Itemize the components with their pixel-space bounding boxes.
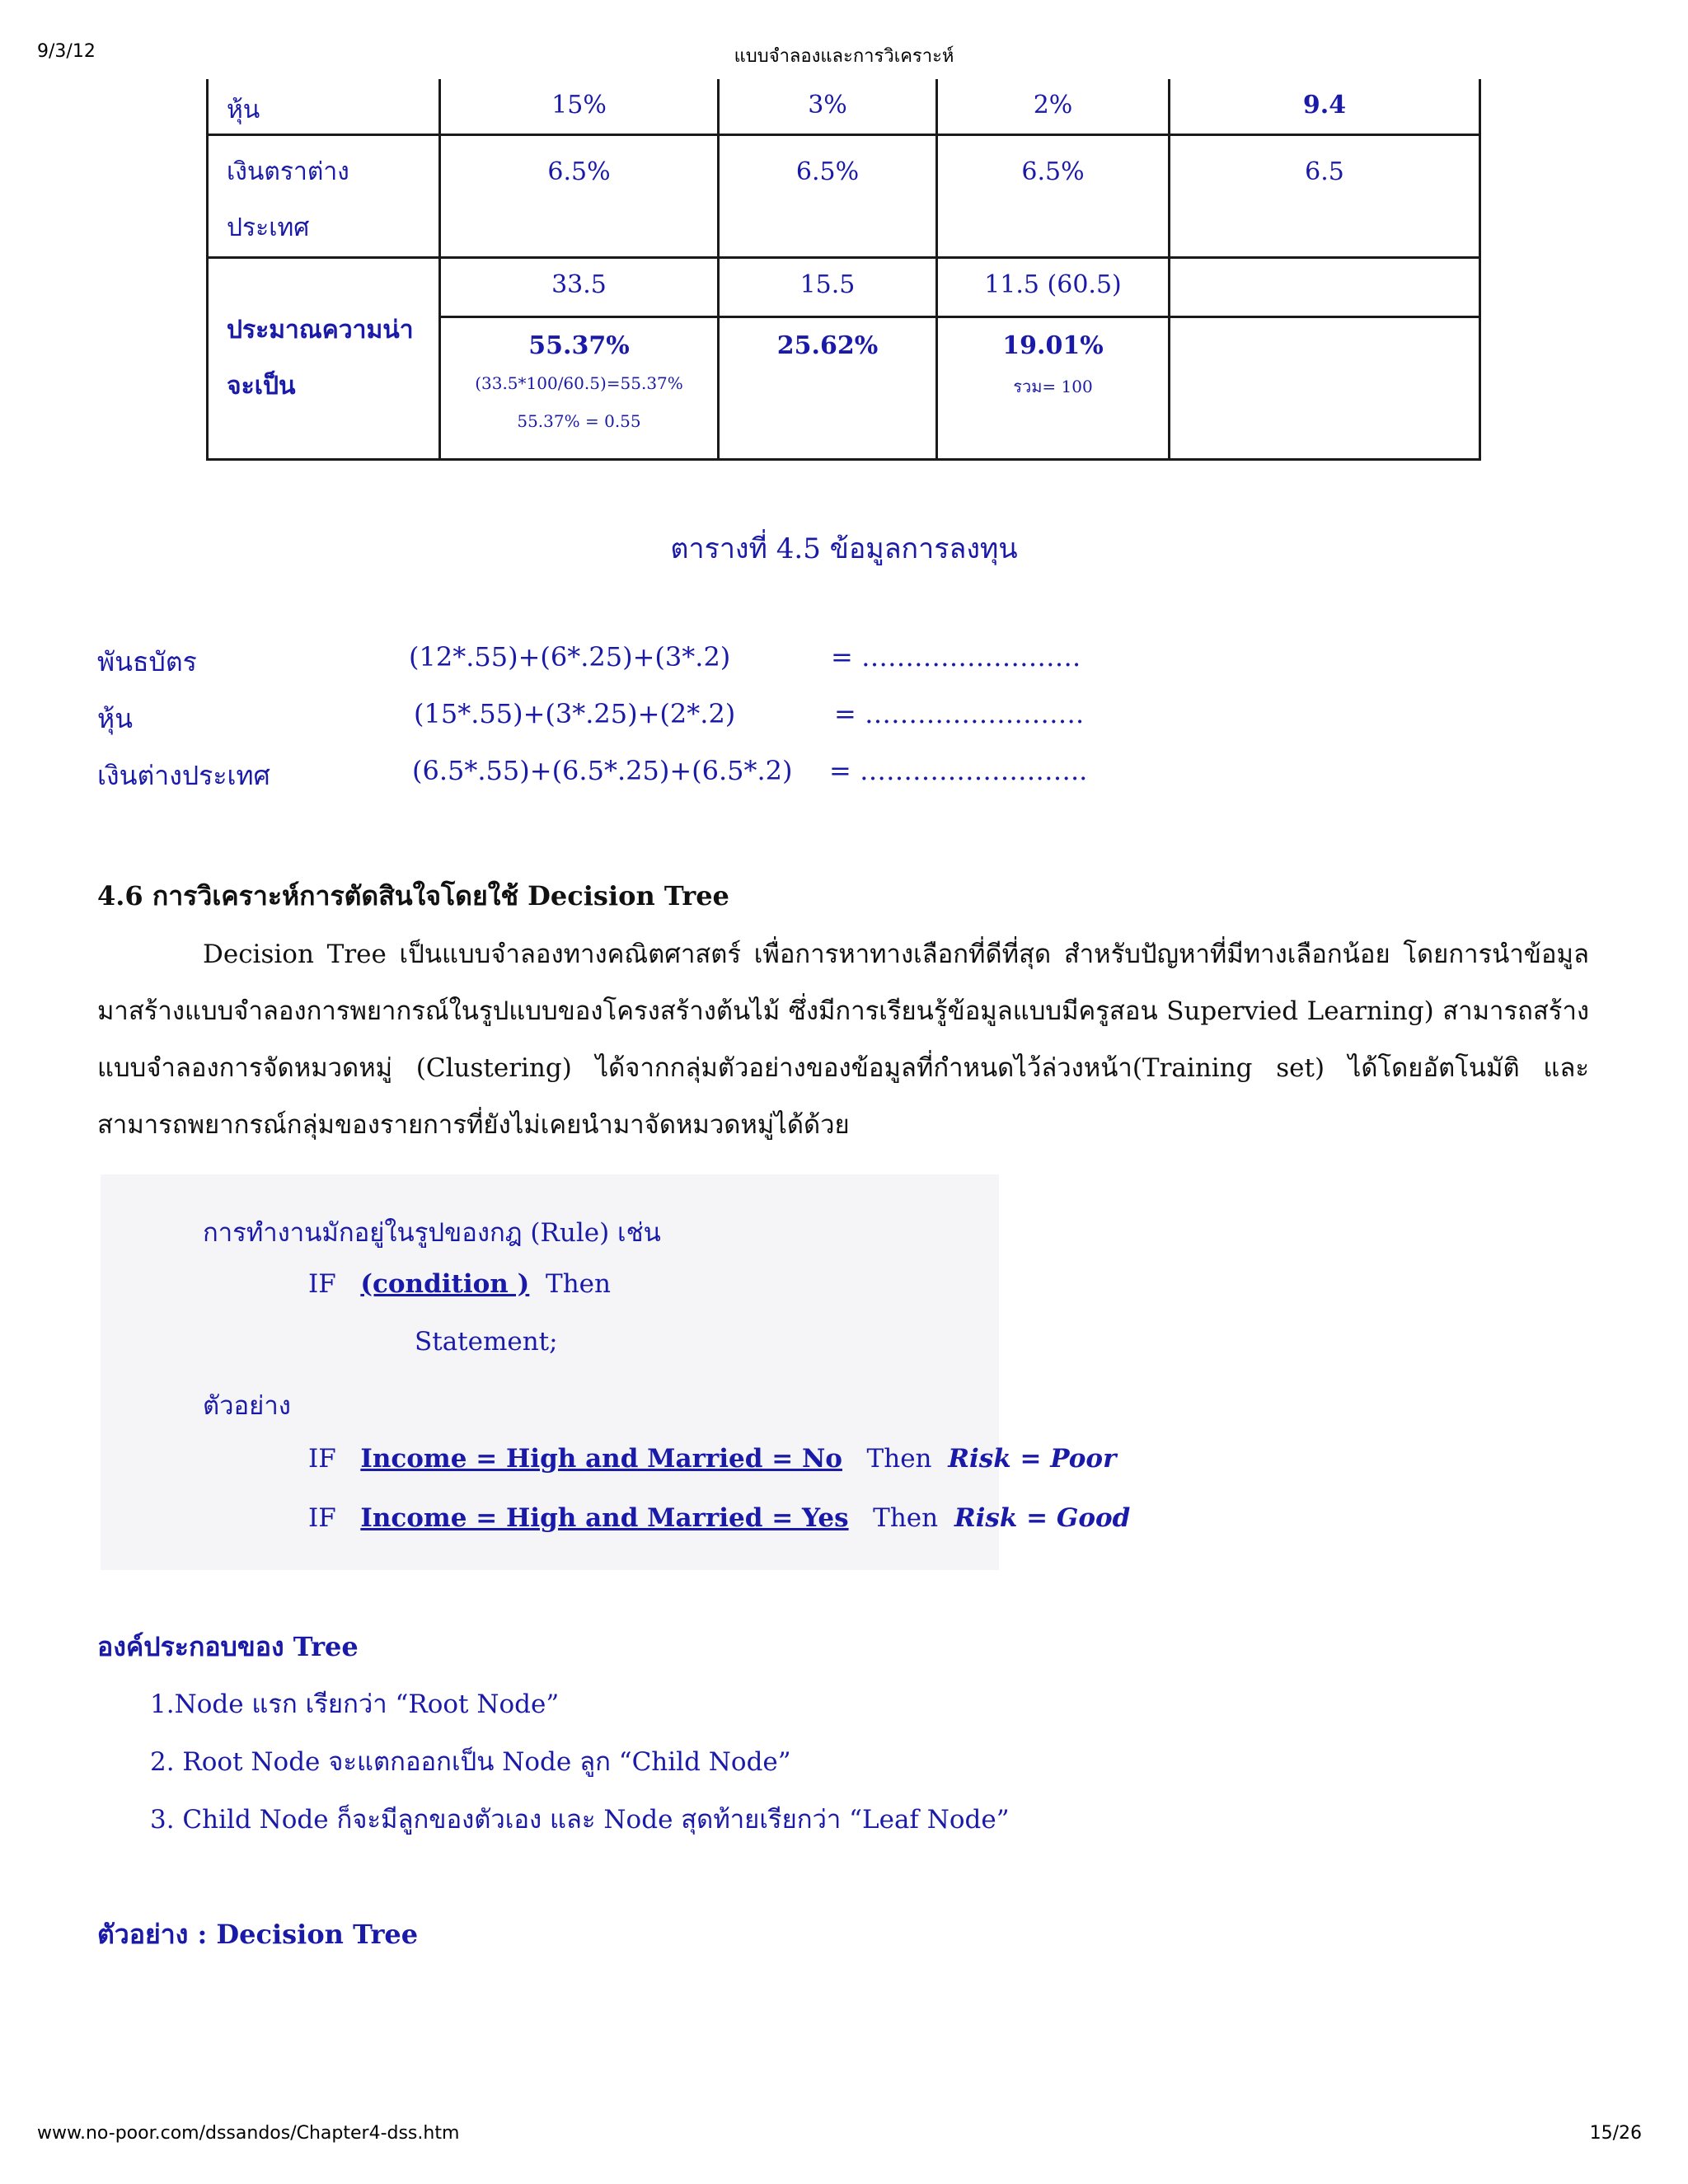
rule-if-line: IF (condition ) Then xyxy=(308,1269,611,1299)
list-item: 3. Child Node ก็จะมีลูกของตัวเอง และ Node สุดท้ายเรียกว่า “Leaf Node” xyxy=(150,1805,1010,1835)
calc-formula: (6.5*.55)+(6.5*.25)+(6.5*.2) xyxy=(412,755,793,786)
footer-page-number: 15/26 xyxy=(1589,2123,1642,2144)
example-label: ตัวอย่าง xyxy=(203,1391,291,1421)
table-caption: ตารางที่ 4.5 ข้อมูลการลงทุน xyxy=(670,532,1018,565)
table-cell: 6.5% xyxy=(719,135,937,258)
calc-formula: (12*.55)+(6*.25)+(3*.2) xyxy=(409,641,731,673)
table-cell: 19.01% รวม= 100 xyxy=(937,317,1170,460)
table-cell xyxy=(1170,258,1480,317)
calc-name: พันธบัตร xyxy=(97,646,197,677)
table-cell: 9.4 xyxy=(1170,79,1480,135)
section-paragraph: Decision Tree เป็นแบบจำลองทางคณิตศาสตร์ เพื่อการหาทางเลือกที่ดีที่สุด สำหรับปัญหาที่มีทางเลือกน้อย โดยการนำข้อมูลมาสร้างแบบจำลองการพยากรณ์ในรูปแบบของโครงสร้างต้นไม้ ซึ่งมีการเรียนรู้ข้อมูลแบบมีครูสอน Supervied Learning) สามารถสร้างแบบจำลองการจัดหมวดหมู่ (Clustering) ได้จากกลุ่มตัวอย่างของข้อมูลที่กำหนดไว้ล่วงหน้า(Training set) ได้โดยอัตโนมัติ และสามารถพยากรณ์กลุ่มของรายการที่ยังไม่เคยนำมาจัดหมวดหมู่ได้ด้วย xyxy=(97,940,1589,1140)
rule-condition: (condition ) xyxy=(360,1269,530,1299)
calc-result: = …………………….. xyxy=(829,755,1088,786)
table-cell: 15.5 xyxy=(719,258,937,317)
rule-example-2: IF Income = High and Married = Yes Then Risk = Good xyxy=(308,1503,1131,1533)
table-cell: 6.5% xyxy=(440,135,719,258)
calc-result: = ……………………. xyxy=(831,641,1081,673)
table-cell: 6.5 xyxy=(1170,135,1480,258)
table-cell: 3% xyxy=(719,79,937,135)
calc-name: หุ้น xyxy=(97,703,133,734)
header-title: แบบจำลองและการวิเคราะห์ xyxy=(734,46,954,67)
row-label: เงินตราต่าง ประเทศ xyxy=(208,135,440,258)
table-cell: 15% xyxy=(440,79,719,135)
table-row-stock xyxy=(208,79,1480,135)
row-label: หุ้น xyxy=(208,79,440,135)
example-heading: ตัวอย่าง : Decision Tree xyxy=(97,1919,419,1950)
rule-statement: Statement; xyxy=(415,1327,558,1357)
list-item: 1.Node แรก เรียกว่า “Root Node” xyxy=(150,1690,560,1719)
table-cell: 11.5 (60.5) xyxy=(937,258,1170,317)
list-item: 2. Root Node จะแตกออกเป็น Node ลูก “Child Node” xyxy=(150,1747,791,1777)
table-cell: 25.62% xyxy=(719,317,937,460)
table-cell: 33.5 xyxy=(440,258,719,317)
footer-url[interactable]: www.no-poor.com/dssandos/Chapter4-dss.htm xyxy=(37,2123,460,2144)
row-label-probability: ประมาณความน่า จะเป็น xyxy=(208,258,440,460)
rule-intro: การทำงานมักอยู่ในรูปของกฎ (Rule) เช่น xyxy=(203,1218,661,1248)
table-cell xyxy=(1170,317,1480,460)
header-date: 9/3/12 xyxy=(37,41,96,62)
table-cell: 2% xyxy=(937,79,1170,135)
table-cell: 6.5% xyxy=(937,135,1170,258)
table-row-fx xyxy=(208,135,1480,258)
calc-result: = ……………………. xyxy=(834,698,1085,729)
table-cell: 55.37% (33.5*100/60.5)=55.37% 55.37% = 0.55 xyxy=(440,317,719,460)
section-heading: 4.6 การวิเคราะห์การตัดสินใจโดยใช้ Decision Tree xyxy=(97,880,729,912)
investment-table xyxy=(206,79,1481,461)
rule-example-1: IF Income = High and Married = No Then Risk = Poor xyxy=(308,1444,1117,1474)
calc-formula: (15*.55)+(3*.25)+(2*.2) xyxy=(414,698,736,729)
table-row-sums xyxy=(208,258,1480,317)
calc-name: เงินต่างประเทศ xyxy=(97,760,270,791)
tree-heading: องค์ประกอบของ Tree xyxy=(97,1631,359,1662)
